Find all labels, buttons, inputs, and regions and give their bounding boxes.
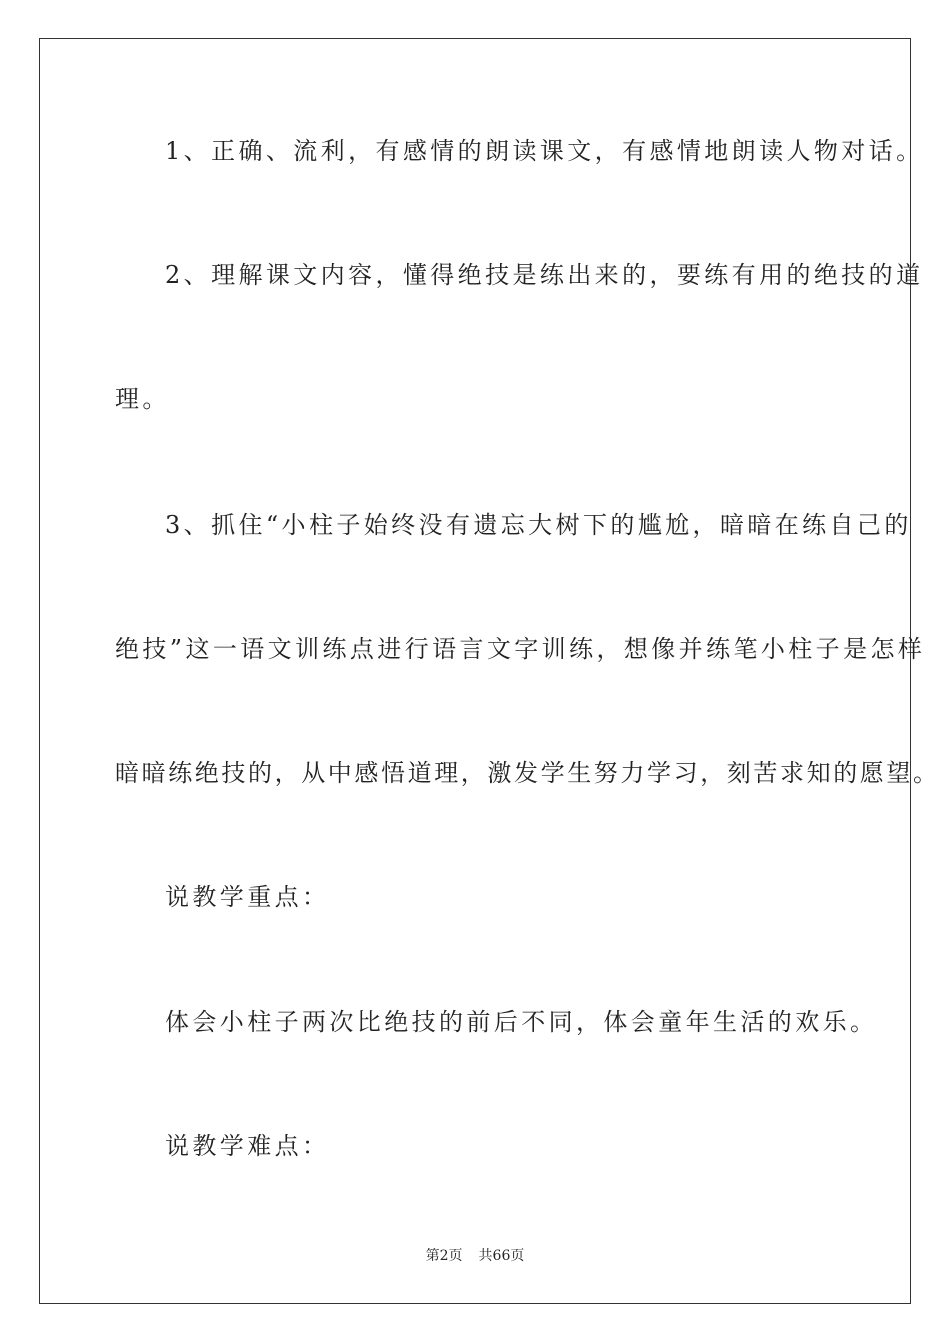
objective-3: 3、抓住“小柱子始终没有遗忘大树下的尴尬，暗暗在练自己的 (165, 511, 912, 539)
page-number: 第2页 (425, 1248, 463, 1264)
objective-1: 1、正确、流利，有感情的朗读课文，有感情地朗读人物对话。 (165, 137, 924, 165)
key-points-heading: 说教学重点： (165, 883, 330, 911)
objective-2: 2、理解课文内容，懂得绝技是练出来的，要练有用的绝技的道 (165, 261, 924, 289)
page-border (39, 38, 911, 1304)
objective-3-line-2: 绝技”这一语文训练点进行语言文字训练，想像并练笔小柱子是怎样 (115, 635, 926, 663)
objective-3-line-3: 暗暗练绝技的，从中感悟道理，激发学生努力学习，刻苦求知的愿望。 (115, 759, 940, 787)
page-footer (0, 1246, 950, 1266)
difficulties-heading: 说教学难点： (165, 1132, 330, 1160)
key-points-text: 体会小柱子两次比绝技的前后不同，体会童年生活的欢乐。 (165, 1008, 878, 1036)
total-pages: 共66页 (478, 1248, 525, 1264)
objective-2-continued: 理。 (115, 385, 170, 413)
